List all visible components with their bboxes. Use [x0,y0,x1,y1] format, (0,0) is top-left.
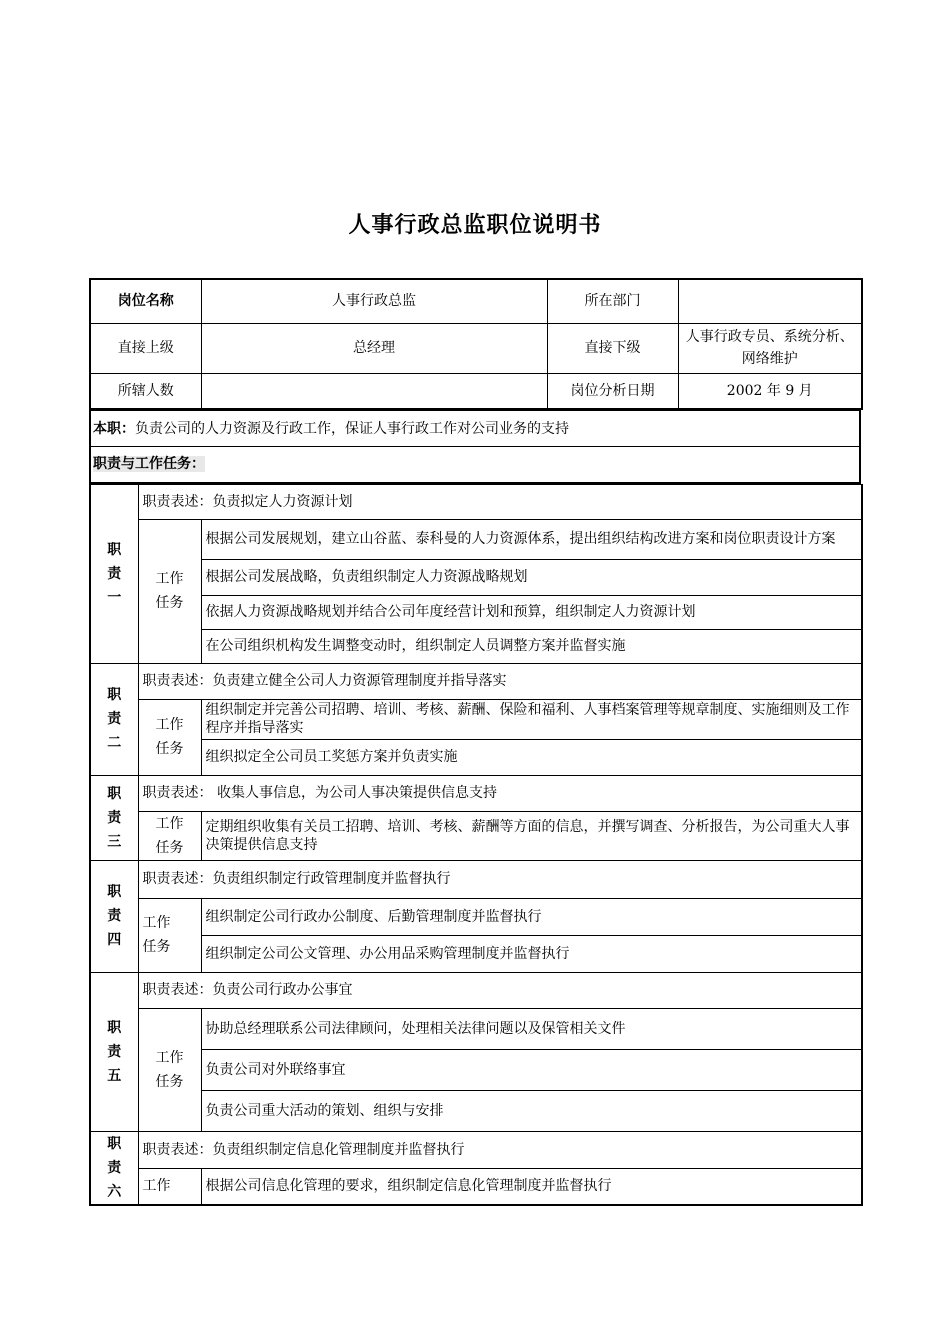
duty-4-task-1: 组织制定公司行政办公制度、后勤管理制度并监督执行 [201,898,862,935]
analysis-date-label: 岗位分析日期 [547,373,678,409]
core-row [90,411,860,447]
duty-3-task-1: 定期组织收集有关员工招聘、培训、考核、薪酬等方面的信息，并撰写调查、分析报告，为公司重大人事决策提供信息支持 [201,811,862,860]
analysis-date-value: 2002 年 9 月 [678,373,862,409]
duty-1-task-2: 根据公司发展战略，负责组织制定人力资源战略规划 [201,559,862,595]
headcount-value [201,373,547,409]
department-label: 所在部门 [547,279,678,323]
duty-row [90,484,862,519]
duty-1-statement: 职责表述：负责拟定人力资源计划 [138,484,862,519]
duty-3-work-label: 工作 任务 [138,811,201,860]
duties-heading-row [90,447,860,483]
duty-5-task-2: 负责公司对外联络事宜 [201,1049,862,1090]
subordinate-label: 直接下级 [547,323,678,373]
core-label: 本职： [93,420,135,437]
duty-4-work-label: 工作 任务 [138,898,201,972]
core-text: 负责公司的人力资源及行政工作，保证人事行政工作对公司业务的支持 [135,420,569,437]
duty-6-work-label: 工作 [138,1168,201,1205]
job-description-table [89,278,861,1206]
header-table [89,278,863,410]
duty-1-label: 职 责 一 [90,484,138,663]
duty-6-statement: 职责表述：负责组织制定信息化管理制度并监督执行 [138,1131,862,1168]
duty-3-statement: 职责表述： 收集人事信息，为公司人事决策提供信息支持 [138,775,862,811]
duty-2-task-1: 组织制定并完善公司招聘、培训、考核、薪酬、保险和福利、人事档案管理等规章制度、实施细则及工作程序并指导落实 [201,699,862,739]
duty-4-label: 职 责 四 [90,860,138,972]
duty-1-task-1: 根据公司发展规划，建立山谷蓝、泰科曼的人力资源体系，提出组织结构改进方案和岗位职责设计方案 [201,519,862,559]
duty-3-label: 职 责 三 [90,775,138,860]
duty-4-task-2: 组织制定公司公文管理、办公用品采购管理制度并监督执行 [201,935,862,972]
document-title: 人事行政总监职位说明书 [348,213,602,238]
subordinate-value: 人事行政专员、系统分析、网络维护 [678,323,862,373]
duty-1-task-3: 依据人力资源战略规划并结合公司年度经营计划和预算，组织制定人力资源计划 [201,595,862,629]
position-name-label: 岗位名称 [90,279,201,323]
duty-2-statement: 职责表述：负责建立健全公司人力资源管理制度并指导落实 [138,663,862,699]
duty-5-work-label: 工作 任务 [138,1008,201,1131]
duty-5-statement: 职责表述：负责公司行政办公事宜 [138,972,862,1008]
duty-5-task-1: 协助总经理联系公司法律顾问，处理相关法律问题以及保管相关文件 [201,1008,862,1049]
duties-table [89,484,863,1207]
superior-label: 直接上级 [90,323,201,373]
department-value [678,279,862,323]
duty-5-task-3: 负责公司重大活动的策划、组织与安排 [201,1090,862,1131]
position-name-value: 人事行政总监 [201,279,547,323]
duty-2-work-label: 工作 任务 [138,699,201,775]
superior-value: 总经理 [201,323,547,373]
duties-heading: 职责与工作任务： [93,456,205,473]
headcount-label: 所辖人数 [90,373,201,409]
duty-6-label: 职 责 六 [90,1131,138,1205]
duty-5-label: 职 责 五 [90,972,138,1131]
duty-2-task-2: 组织拟定全公司员工奖惩方案并负责实施 [201,739,862,775]
duty-1-work-label: 工作 任务 [138,519,201,663]
duty-6-task-1: 根据公司信息化管理的要求，组织制定信息化管理制度并监督执行 [201,1168,862,1205]
core-table [89,410,861,484]
duty-4-statement: 职责表述：负责组织制定行政管理制度并监督执行 [138,860,862,898]
duty-2-label: 职 责 二 [90,663,138,775]
duty-1-task-4: 在公司组织机构发生调整变动时，组织制定人员调整方案并监督实施 [201,629,862,663]
